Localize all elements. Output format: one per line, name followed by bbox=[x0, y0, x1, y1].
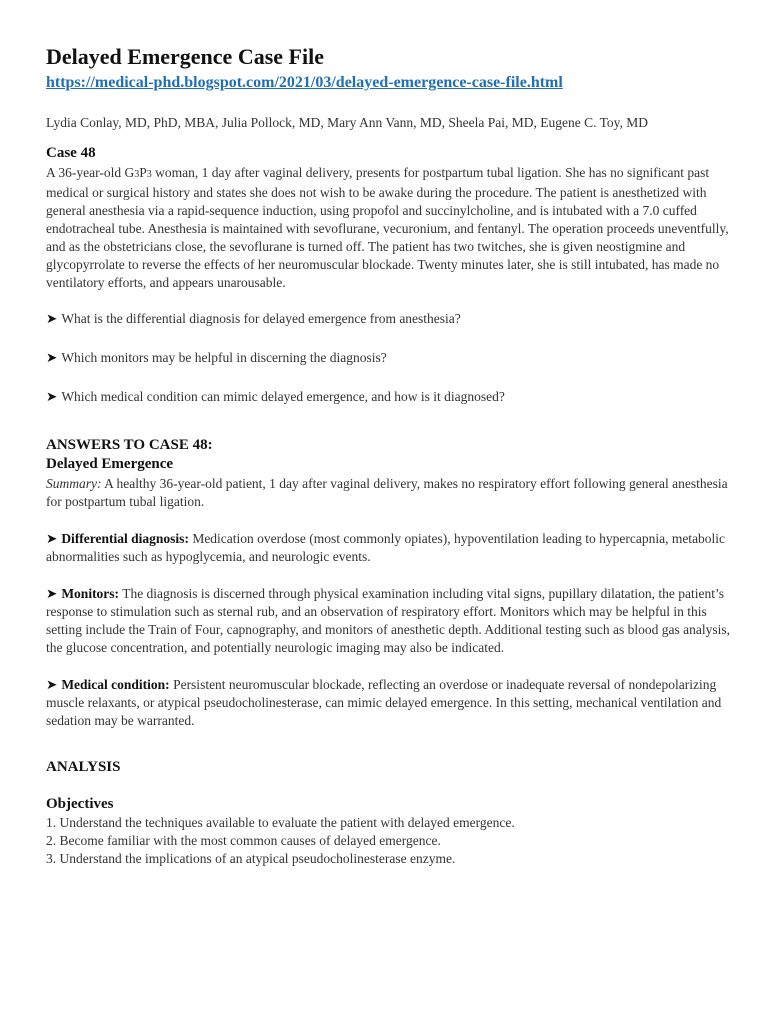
case-heading: Case 48 bbox=[46, 145, 96, 161]
question-item bbox=[46, 388, 732, 406]
arrow-bullet-icon: ➤ bbox=[46, 531, 58, 546]
answer-text: Medication overdose (most commonly opiates), hypoventilation leading to hypercapnia, metabolic abnormalities such as hypoglycemia, and neurologic events. bbox=[46, 531, 726, 564]
question-item bbox=[46, 349, 732, 367]
objective-item: 1. Understand the techniques available to evaluate the patient with delayed emergence. bbox=[46, 815, 515, 830]
document-title: Delayed Emergence Case File bbox=[46, 44, 324, 69]
gravida-number: 3 bbox=[134, 169, 140, 180]
answers-subheading: Delayed Emergence bbox=[46, 456, 174, 472]
question-text: Which medical condition can mimic delayed emergence, and how is it diagnosed? bbox=[61, 389, 505, 404]
summary-paragraph bbox=[46, 475, 732, 511]
answer-label: Medical condition: bbox=[61, 677, 170, 692]
answer-item bbox=[46, 585, 732, 657]
summary-label: Summary: bbox=[46, 476, 102, 491]
objectives-list bbox=[46, 814, 732, 868]
para-letter: P bbox=[139, 165, 147, 180]
objective-item: 3. Understand the implications of an atypical pseudocholinesterase enzyme. bbox=[46, 851, 456, 866]
answer-item bbox=[46, 530, 732, 566]
document-page bbox=[46, 44, 732, 868]
answer-label: Differential diagnosis: bbox=[61, 531, 189, 546]
case-description bbox=[46, 164, 732, 292]
question-text: Which monitors may be helpful in discerning the diagnosis? bbox=[61, 350, 387, 365]
case-text-start: A 36-year-old G bbox=[46, 165, 135, 180]
analysis-heading: ANALYSIS bbox=[46, 759, 121, 775]
author-list: Lydia Conlay, MD, PhD, MBA, Julia Pollock, MD, Mary Ann Vann, MD, Sheela Pai, MD, Eugene C. Toy, MD bbox=[46, 115, 649, 130]
answer-item bbox=[46, 676, 732, 730]
objectives-heading: Objectives bbox=[46, 796, 114, 812]
arrow-bullet-icon: ➤ bbox=[46, 311, 58, 326]
answers-heading: ANSWERS TO CASE 48: bbox=[46, 437, 213, 453]
arrow-bullet-icon: ➤ bbox=[46, 586, 58, 601]
arrow-bullet-icon: ➤ bbox=[46, 677, 58, 692]
source-link[interactable]: https://medical-phd.blogspot.com/2021/03/delayed-emergence-case-file.html bbox=[46, 74, 563, 91]
objective-item: 2. Become familiar with the most common causes of delayed emergence. bbox=[46, 833, 441, 848]
question-item bbox=[46, 310, 732, 328]
arrow-bullet-icon: ➤ bbox=[46, 350, 58, 365]
summary-text: A healthy 36-year-old patient, 1 day after vaginal delivery, makes no respiratory effort following general anesthesia for postpartum tubal ligation. bbox=[46, 476, 728, 509]
answer-text: The diagnosis is discerned through physical examination including vital signs, pupillary dilatation, the patient’s response to stimulation such as sternal rub, and an observation of respiratory effort. Monitors which may be helpful in this setting include the Train of Four, capnography, and monitors of anesthetic depth. Additional testing such as blood gas analysis, the glucose concentration, and potentially neurologic imaging may also be indicated. bbox=[46, 586, 730, 655]
answer-label: Monitors: bbox=[61, 586, 120, 601]
para-number: 3 bbox=[146, 169, 152, 180]
question-text: What is the differential diagnosis for delayed emergence from anesthesia? bbox=[61, 311, 461, 326]
arrow-bullet-icon: ➤ bbox=[46, 389, 58, 404]
answer-text: Persistent neuromuscular blockade, reflecting an overdose or inadequate reversal of nondepolarizing muscle relaxants, or atypical pseudocholinesterase, can mimic delayed emergence. In this setting, mechanical ventilation and sedation may be warranted. bbox=[46, 677, 722, 728]
case-text-rest: woman, 1 day after vaginal delivery, presents for postpartum tubal ligation. She has no significant past medical or surgical history and states she does not wish to be awake during the procedure. The patient is anesthetized with general anesthesia via a rapid-sequence induction, using propofol and succinylcholine, and is intubated with a 7.0 cuffed endotracheal tube. Anesthesia is maintained with sevoflurane, vecuronium, and fentanyl. The operation proceeds uneventfully, and as the obstetricians close, the sevoflurane is turned off. The patient has two twitches, she is given neostigmine and glycopyrrolate to reverse the effects of her neuromuscular blockade. Twenty minutes later, she is still intubated, has made no ventilatory efforts, and appears unarousable. bbox=[46, 165, 729, 290]
